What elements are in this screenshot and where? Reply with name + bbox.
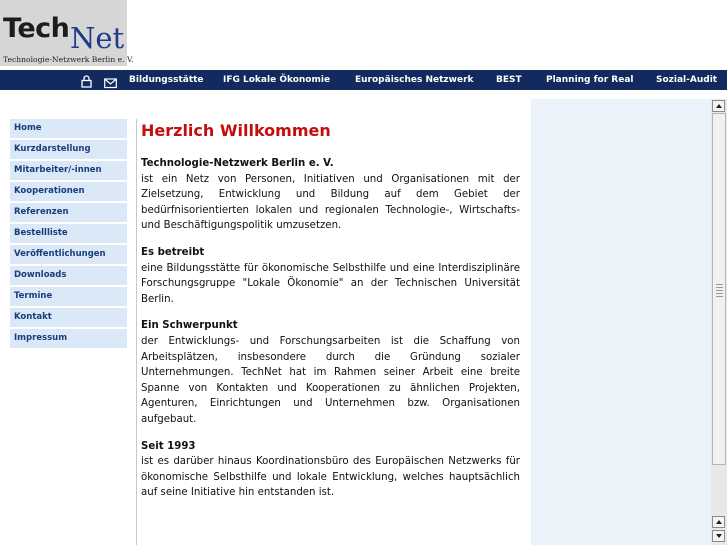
content-section	[141, 318, 520, 427]
section-text: der Entwicklungs- und Forschungsarbeiten ist die Schaffung von Arbeitsplätzen, insbesondere durch die Gründung sozialer Unternehmungen. TechNet hat im Rahmen seiner Arbeit eine breite Spanne von Kontakten und Kooperationen zu ähnlichen Projekten, Agenturen, Einrichtungen und Unternehmen bzw. Organisationen aufgebaut.	[141, 335, 520, 425]
grip-line	[716, 296, 723, 297]
sidebar-item-referenzen[interactable]: Referenzen	[10, 203, 127, 222]
grip-line	[716, 287, 723, 288]
page-title: Herzlich Willkommen	[141, 121, 331, 140]
scroll-up-button-lower[interactable]	[712, 516, 725, 528]
section-text: ist ein Netz von Personen, Initiativen und Organisationen mit der Zielsetzung, Entwicklung und Bildung auf dem Gebiet der bedürfnisorientierten lokalen und regionalen Technologie-, Wirtschafts- und Beschäftigungspolitik umzusetzen.	[141, 173, 520, 232]
sidebar-item-kooperationen[interactable]: Kooperationen	[10, 182, 127, 201]
scroll-down-button[interactable]	[712, 530, 725, 542]
logo-word-tech: Tech	[3, 13, 70, 44]
section-text: ist es darüber hinaus Koordinationsbüro des Europäischen Netzwerks für ökonomische Selbsthilfe und lokale Entwicklung, welches hauptsächlich auf seine Initiative hin entstanden ist.	[141, 456, 520, 499]
grip-line	[716, 293, 723, 294]
section-text: eine Bildungsstätte für ökonomische Selbsthilfe und eine Interdisziplinäre Forschungsgruppe "Lokale Ökonomie" an der Technischen Universität Berlin.	[141, 262, 520, 305]
nav-link-bildungsstaette[interactable]: Bildungsstätte	[129, 75, 204, 85]
sidebar-item-downloads[interactable]: Downloads	[10, 266, 127, 285]
nav-link-planning-for-real[interactable]: Planning for Real	[546, 75, 634, 85]
top-navigation-bar	[0, 70, 727, 90]
grip-line	[716, 284, 723, 285]
section-heading: Ein Schwerpunkt	[141, 320, 238, 332]
logo-word-net: Net	[70, 21, 125, 55]
right-side-panel	[531, 99, 711, 545]
main-content	[141, 118, 520, 501]
arrow-up-icon	[716, 104, 722, 108]
sidebar-item-home[interactable]: Home	[10, 119, 127, 138]
logo-subtitle: Technologie-Netzwerk Berlin e. V.	[3, 55, 134, 64]
sidebar-item-veroeffentlichungen[interactable]: Veröffentlichungen	[10, 245, 127, 264]
sidebar-item-termine[interactable]: Termine	[10, 287, 127, 306]
nav-link-sozial-audit[interactable]: Sozial-Audit	[656, 75, 718, 85]
sidebar-item-kurzdarstellung[interactable]: Kurzdarstellung	[10, 140, 127, 159]
mail-icon[interactable]	[104, 74, 117, 93]
scroll-up-button[interactable]	[712, 100, 725, 112]
section-heading: Seit 1993	[141, 440, 196, 452]
nav-link-ifg-lokale-oekonomie[interactable]: IFG Lokale Ökonomie	[223, 75, 331, 85]
sidebar-item-bestellliste[interactable]: Bestellliste	[10, 224, 127, 243]
site-logo[interactable]	[0, 0, 134, 66]
nav-link-europaeisches-netzwerk[interactable]: Europäisches Netzwerk	[355, 75, 474, 85]
sidebar-item-kontakt[interactable]: Kontakt	[10, 308, 127, 327]
content-divider	[136, 119, 137, 545]
content-section	[141, 439, 520, 501]
scrollbar-thumb[interactable]	[712, 113, 726, 465]
content-section	[141, 156, 520, 234]
sidebar-item-mitarbeiter[interactable]: Mitarbeiter/-innen	[10, 161, 127, 180]
home-icon[interactable]	[81, 73, 92, 92]
arrow-down-icon	[716, 534, 722, 538]
section-heading: Es betreibt	[141, 246, 205, 258]
sidebar-menu	[10, 119, 127, 350]
sidebar-item-impressum[interactable]: Impressum	[10, 329, 127, 348]
vertical-scrollbar[interactable]	[711, 99, 727, 545]
grip-line	[716, 290, 723, 291]
nav-link-best[interactable]: BEST	[496, 75, 522, 85]
arrow-up-icon	[716, 520, 722, 524]
section-heading: Technologie-Netzwerk Berlin e. V.	[141, 158, 334, 169]
content-section	[141, 245, 520, 307]
